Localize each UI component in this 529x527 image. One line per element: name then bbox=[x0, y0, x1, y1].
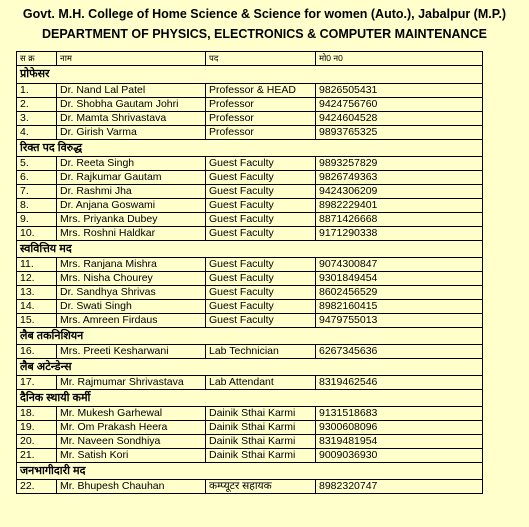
column-header-sno: स क्र bbox=[17, 52, 57, 66]
table-row bbox=[17, 272, 483, 286]
cell-sno: 19. bbox=[17, 421, 57, 435]
cell-sno: 17. bbox=[17, 376, 57, 390]
table-row bbox=[17, 286, 483, 300]
cell-mobile: 9424756760 bbox=[316, 98, 483, 112]
cell-mobile: 8982160415 bbox=[316, 300, 483, 314]
section-heading-row bbox=[17, 140, 483, 157]
table-row bbox=[17, 435, 483, 449]
cell-mobile: 9424604528 bbox=[316, 112, 483, 126]
cell-mobile: 9893765325 bbox=[316, 126, 483, 140]
table-row bbox=[17, 376, 483, 390]
cell-name: Mr. Satish Kori bbox=[57, 449, 206, 463]
table-row bbox=[17, 227, 483, 241]
cell-mobile: 9893257829 bbox=[316, 157, 483, 171]
cell-sno: 16. bbox=[17, 345, 57, 359]
cell-mobile: 9171290338 bbox=[316, 227, 483, 241]
table-row bbox=[17, 185, 483, 199]
cell-mobile: 6267345636 bbox=[316, 345, 483, 359]
cell-sno: 8. bbox=[17, 199, 57, 213]
table-row bbox=[17, 407, 483, 421]
table-row bbox=[17, 157, 483, 171]
cell-post: Guest Faculty bbox=[206, 227, 316, 241]
cell-post: Guest Faculty bbox=[206, 272, 316, 286]
cell-name: Mr. Mukesh Garhewal bbox=[57, 407, 206, 421]
cell-post: Guest Faculty bbox=[206, 258, 316, 272]
cell-name: Mrs. Nisha Chourey bbox=[57, 272, 206, 286]
table-row bbox=[17, 84, 483, 98]
cell-name: Dr. Shobha Gautam Johri bbox=[57, 98, 206, 112]
cell-mobile: 9301849454 bbox=[316, 272, 483, 286]
cell-mobile: 9300608096 bbox=[316, 421, 483, 435]
cell-sno: 7. bbox=[17, 185, 57, 199]
table-row bbox=[17, 345, 483, 359]
cell-post: Guest Faculty bbox=[206, 185, 316, 199]
table-row bbox=[17, 421, 483, 435]
column-header-mobile: मो0 न0 bbox=[316, 52, 483, 66]
section-heading-row bbox=[17, 328, 483, 345]
cell-sno: 22. bbox=[17, 480, 57, 494]
cell-sno: 13. bbox=[17, 286, 57, 300]
cell-name: Mr. Bhupesh Chauhan bbox=[57, 480, 206, 494]
cell-post: Guest Faculty bbox=[206, 157, 316, 171]
cell-name: Dr. Rajkumar Gautam bbox=[57, 171, 206, 185]
section-heading: रिक्त पद विरुद्ध bbox=[17, 140, 483, 157]
section-heading-row bbox=[17, 241, 483, 258]
section-heading: लैब तकनिशियन bbox=[17, 328, 483, 345]
cell-mobile: 9826505431 bbox=[316, 84, 483, 98]
section-heading: जनभागीदारी मद bbox=[17, 463, 483, 480]
section-heading-row bbox=[17, 390, 483, 407]
section-heading: दैनिक स्थायी कर्मी bbox=[17, 390, 483, 407]
cell-name: Dr. Mamta Shrivastava bbox=[57, 112, 206, 126]
cell-sno: 11. bbox=[17, 258, 57, 272]
cell-post: Dainik Sthai Karmi bbox=[206, 421, 316, 435]
cell-post: Professor & HEAD bbox=[206, 84, 316, 98]
cell-sno: 4. bbox=[17, 126, 57, 140]
cell-sno: 5. bbox=[17, 157, 57, 171]
cell-name: Mrs. Preeti Kesharwani bbox=[57, 345, 206, 359]
cell-post: Professor bbox=[206, 126, 316, 140]
cell-post: Dainik Sthai Karmi bbox=[206, 407, 316, 421]
table-row bbox=[17, 98, 483, 112]
cell-name: Dr. Rashmi Jha bbox=[57, 185, 206, 199]
page-title: Govt. M.H. College of Home Science & Science for women (Auto.), Jabalpur (M.P.) bbox=[22, 7, 507, 21]
cell-name: Dr. Nand Lal Patel bbox=[57, 84, 206, 98]
cell-mobile: 8602456529 bbox=[316, 286, 483, 300]
cell-post: Guest Faculty bbox=[206, 199, 316, 213]
table-row bbox=[17, 126, 483, 140]
table-row bbox=[17, 171, 483, 185]
cell-mobile: 8319462546 bbox=[316, 376, 483, 390]
table-row bbox=[17, 449, 483, 463]
cell-name: Mrs. Roshni Haldkar bbox=[57, 227, 206, 241]
cell-sno: 3. bbox=[17, 112, 57, 126]
cell-name: Mrs. Amreen Firdaus bbox=[57, 314, 206, 328]
cell-name: Dr. Anjana Goswami bbox=[57, 199, 206, 213]
table-row bbox=[17, 213, 483, 227]
cell-mobile: 8871426668 bbox=[316, 213, 483, 227]
cell-mobile: 9479755013 bbox=[316, 314, 483, 328]
cell-name: Dr. Reeta Singh bbox=[57, 157, 206, 171]
cell-sno: 21. bbox=[17, 449, 57, 463]
cell-post: Lab Attendant bbox=[206, 376, 316, 390]
table-row bbox=[17, 258, 483, 272]
section-heading-row bbox=[17, 463, 483, 480]
cell-name: Mrs. Priyanka Dubey bbox=[57, 213, 206, 227]
department-title: DEPARTMENT OF PHYSICS, ELECTRONICS & COMPUTER MAINTENANCE bbox=[42, 27, 487, 41]
table-row bbox=[17, 314, 483, 328]
cell-post: Guest Faculty bbox=[206, 300, 316, 314]
cell-sno: 12. bbox=[17, 272, 57, 286]
section-heading: स्ववित्तिय मद bbox=[17, 241, 483, 258]
section-heading-row bbox=[17, 66, 483, 84]
section-heading: प्रोफेसर bbox=[17, 66, 483, 84]
cell-mobile: 8319481954 bbox=[316, 435, 483, 449]
cell-sno: 15. bbox=[17, 314, 57, 328]
cell-name: Mrs. Ranjana Mishra bbox=[57, 258, 206, 272]
cell-sno: 10. bbox=[17, 227, 57, 241]
cell-post: Guest Faculty bbox=[206, 286, 316, 300]
cell-post: Dainik Sthai Karmi bbox=[206, 449, 316, 463]
cell-name: Dr. Swati Singh bbox=[57, 300, 206, 314]
cell-sno: 20. bbox=[17, 435, 57, 449]
table-row bbox=[17, 300, 483, 314]
cell-post: Dainik Sthai Karmi bbox=[206, 435, 316, 449]
column-header-post: पद bbox=[206, 52, 316, 66]
cell-sno: 9. bbox=[17, 213, 57, 227]
cell-post: Professor bbox=[206, 98, 316, 112]
cell-mobile: 9424306209 bbox=[316, 185, 483, 199]
cell-name: Dr. Sandhya Shrivas bbox=[57, 286, 206, 300]
column-header-name: नाम bbox=[57, 52, 206, 66]
cell-name: Dr. Girish Varma bbox=[57, 126, 206, 140]
cell-post: Professor bbox=[206, 112, 316, 126]
table-row bbox=[17, 112, 483, 126]
cell-mobile: 9131518683 bbox=[316, 407, 483, 421]
cell-mobile: 9009036930 bbox=[316, 449, 483, 463]
cell-mobile: 9074300847 bbox=[316, 258, 483, 272]
cell-sno: 2. bbox=[17, 98, 57, 112]
section-heading: लैब अटेन्डेन्स bbox=[17, 359, 483, 376]
cell-sno: 14. bbox=[17, 300, 57, 314]
section-heading-row bbox=[17, 359, 483, 376]
cell-post: कम्प्यूटर सहायक bbox=[206, 480, 316, 494]
cell-name: Mr. Om Prakash Heera bbox=[57, 421, 206, 435]
table-row bbox=[17, 480, 483, 494]
table-row bbox=[17, 199, 483, 213]
cell-sno: 1. bbox=[17, 84, 57, 98]
staff-table bbox=[16, 51, 483, 494]
cell-name: Mr. Naveen Sondhiya bbox=[57, 435, 206, 449]
cell-post: Guest Faculty bbox=[206, 171, 316, 185]
cell-sno: 18. bbox=[17, 407, 57, 421]
table-header-row bbox=[17, 52, 483, 66]
cell-sno: 6. bbox=[17, 171, 57, 185]
cell-name: Mr. Rajmumar Shrivastava bbox=[57, 376, 206, 390]
cell-mobile: 9826749363 bbox=[316, 171, 483, 185]
cell-post: Guest Faculty bbox=[206, 213, 316, 227]
cell-mobile: 8982229401 bbox=[316, 199, 483, 213]
cell-mobile: 8982320747 bbox=[316, 480, 483, 494]
cell-post: Lab Technician bbox=[206, 345, 316, 359]
cell-post: Guest Faculty bbox=[206, 314, 316, 328]
